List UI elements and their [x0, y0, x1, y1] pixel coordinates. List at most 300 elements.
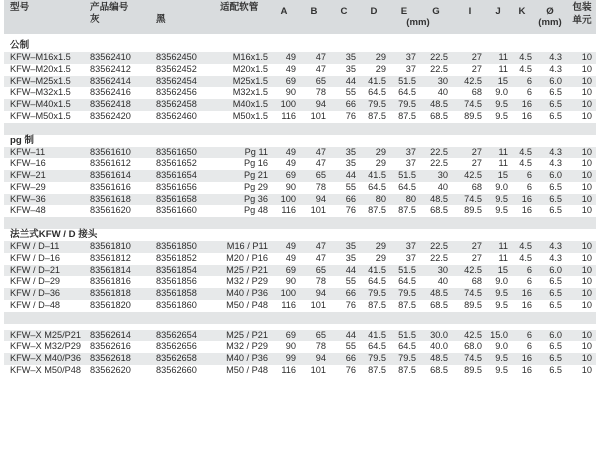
cell-b: 47 — [315, 63, 326, 74]
section-title — [4, 40, 596, 52]
cell-e: 37 — [405, 252, 416, 263]
cell-e: 51.5 — [398, 75, 416, 86]
table-row — [4, 253, 596, 265]
cell-j: 9.5 — [495, 205, 508, 216]
cell-i: 74.5 — [464, 193, 482, 204]
cell-g: 22.5 — [430, 146, 448, 157]
cell-black: 83561660 — [156, 205, 197, 216]
cell-b: 65 — [315, 75, 326, 86]
cell-j: 9.0 — [495, 87, 508, 98]
cell-hose: M40 / P36 — [226, 288, 268, 298]
cell-k: 4.5 — [519, 241, 532, 251]
cell-g: 40 — [437, 276, 448, 287]
cell-hose: M25 / P21 — [226, 329, 268, 340]
cell-o: 6.0 — [549, 170, 562, 180]
cell-j: 9.0 — [495, 341, 508, 352]
cell-e: 80 — [405, 193, 416, 204]
cell-d: 29 — [375, 52, 386, 62]
cell-model: KFW / D–16 — [10, 252, 61, 263]
header-black: 黑 — [156, 14, 166, 25]
cell-a: 116 — [281, 110, 296, 121]
cell-c: 76 — [345, 299, 356, 310]
cell-g: 22.5 — [430, 158, 448, 169]
cell-e: 51.5 — [398, 264, 416, 275]
header-o: Ø — [546, 6, 554, 17]
cell-g: 22.5 — [430, 63, 448, 74]
cell-black: 83562654 — [156, 329, 197, 340]
cell-e: 37 — [405, 63, 416, 74]
cell-hose: M50 / P48 — [226, 299, 268, 310]
table-row — [4, 365, 596, 377]
cell-pack: 10 — [581, 75, 592, 86]
table-row — [4, 52, 596, 64]
cell-pack: 10 — [581, 299, 592, 310]
cell-k: 16 — [521, 110, 532, 121]
cell-a: 69 — [285, 170, 296, 180]
cell-g: 68.5 — [430, 110, 448, 121]
cell-pack: 10 — [581, 264, 592, 275]
cell-a: 49 — [285, 252, 296, 263]
cell-c: 66 — [345, 99, 356, 109]
cell-b: 47 — [315, 252, 326, 263]
cell-o: 4.3 — [549, 146, 562, 157]
table-row — [4, 288, 596, 300]
cell-pack: 10 — [581, 63, 592, 74]
cell-c: 66 — [345, 288, 356, 298]
cell-model: KFW–21 — [10, 170, 46, 180]
cell-pack: 10 — [581, 241, 592, 251]
cell-grey: 83561814 — [90, 264, 131, 275]
cell-black: 83561854 — [156, 264, 197, 275]
cell-pack: 10 — [581, 146, 592, 157]
cell-model: KFW / D–36 — [10, 288, 61, 298]
cell-o: 4.3 — [549, 252, 562, 263]
cell-black: 83561650 — [156, 146, 197, 157]
cell-i: 42.5 — [464, 329, 482, 340]
cell-hose: Pg 48 — [243, 205, 268, 216]
cell-b: 94 — [315, 99, 326, 109]
cell-g: 30 — [437, 264, 448, 275]
cell-b: 47 — [315, 52, 326, 62]
cell-black: 83562660 — [156, 364, 197, 375]
cell-i: 89.5 — [464, 110, 482, 121]
cell-c: 35 — [345, 252, 356, 263]
cell-b: 78 — [315, 341, 326, 352]
cell-b: 101 — [310, 205, 326, 216]
cell-pack: 10 — [581, 353, 592, 363]
header-c: C — [340, 6, 348, 17]
cell-model: KFW–X M50/P48 — [10, 364, 81, 375]
cell-a: 69 — [285, 75, 296, 86]
header-o-unit: (mm) — [538, 17, 562, 28]
cell-g: 48.5 — [430, 99, 448, 109]
cell-d: 29 — [375, 158, 386, 169]
section-gap — [4, 217, 596, 229]
cell-grey: 83562616 — [90, 341, 131, 352]
cell-e: 64.5 — [398, 276, 416, 287]
cell-k: 4.5 — [519, 252, 532, 263]
cell-i: 68 — [471, 87, 482, 98]
cell-g: 40.0 — [430, 341, 448, 352]
cell-g: 30 — [437, 75, 448, 86]
cell-i: 89.5 — [464, 364, 482, 375]
cell-model: KFW / D–29 — [10, 276, 61, 287]
cell-b: 101 — [310, 110, 326, 121]
cell-e: 64.5 — [398, 341, 416, 352]
cell-k: 4.5 — [519, 52, 532, 62]
cell-grey: 83561620 — [90, 205, 131, 216]
cell-e: 87.5 — [398, 110, 416, 121]
table-row — [4, 111, 596, 123]
cell-pack: 10 — [581, 99, 592, 109]
cell-model: KFW–M20x1.5 — [10, 63, 71, 74]
table-row — [4, 182, 596, 194]
cell-i: 27 — [471, 52, 482, 62]
cell-o: 4.3 — [549, 52, 562, 62]
cell-c: 76 — [345, 110, 356, 121]
cell-e: 37 — [405, 146, 416, 157]
cell-k: 16 — [521, 353, 532, 363]
cell-d: 41.5 — [368, 264, 386, 275]
cell-i: 74.5 — [464, 353, 482, 363]
cell-b: 47 — [315, 241, 326, 251]
header-product-code: 产品编号 — [90, 2, 129, 13]
section-title — [4, 135, 596, 147]
cell-d: 29 — [375, 252, 386, 263]
cell-hose: Pg 11 — [244, 146, 268, 157]
cell-pack: 10 — [581, 329, 592, 340]
cell-o: 6.5 — [549, 87, 562, 98]
table-row — [4, 330, 596, 342]
cell-i: 68 — [471, 181, 482, 192]
cell-i: 42.5 — [464, 75, 482, 86]
cell-grey: 83561816 — [90, 276, 131, 287]
cell-c: 35 — [345, 158, 356, 169]
header-a: A — [280, 6, 288, 17]
cell-model: KFW / D–21 — [10, 264, 61, 275]
cell-hose: M16x1.5 — [232, 52, 268, 62]
cell-e: 64.5 — [398, 181, 416, 192]
cell-k: 16 — [521, 299, 532, 310]
cell-c: 35 — [345, 146, 356, 157]
cell-e: 79.5 — [398, 353, 416, 363]
cell-d: 41.5 — [368, 75, 386, 86]
cell-black: 83561656 — [156, 181, 197, 192]
cell-i: 89.5 — [464, 299, 482, 310]
table-row — [4, 64, 596, 76]
cell-model: KFW / D–48 — [10, 299, 61, 310]
cell-e: 51.5 — [398, 329, 416, 340]
cell-grey: 83561820 — [90, 299, 131, 310]
table-header — [4, 0, 596, 34]
cell-pack: 10 — [581, 181, 592, 192]
cell-d: 41.5 — [368, 170, 386, 180]
cell-d: 29 — [375, 241, 386, 251]
cell-j: 9.5 — [495, 193, 508, 204]
header-pack-line2: 单元 — [572, 15, 592, 26]
cell-black: 83561858 — [156, 288, 197, 298]
cell-o: 4.3 — [549, 241, 562, 251]
cell-a: 116 — [281, 299, 296, 310]
table-row — [4, 300, 596, 312]
table-row — [4, 147, 596, 159]
cell-model: KFW–X M40/P36 — [10, 353, 81, 363]
cell-model: KFW–X M32/P29 — [10, 341, 81, 352]
cell-hose: M32x1.5 — [232, 87, 268, 98]
cell-k: 6 — [526, 181, 532, 192]
cell-b: 65 — [315, 264, 326, 275]
cell-pack: 10 — [581, 276, 592, 287]
cell-hose: M40x1.5 — [232, 99, 268, 109]
cell-i: 27 — [471, 158, 482, 169]
cell-e: 37 — [405, 52, 416, 62]
cell-hose: M25x1.5 — [232, 75, 268, 86]
cell-hose: Pg 16 — [243, 158, 268, 169]
cell-pack: 10 — [581, 87, 592, 98]
cell-d: 87.5 — [368, 299, 386, 310]
cell-g: 48.5 — [430, 193, 448, 204]
cell-b: 78 — [315, 87, 326, 98]
table-row — [4, 265, 596, 277]
cell-c: 55 — [345, 181, 356, 192]
cell-grey: 83562416 — [90, 87, 131, 98]
cell-hose: Pg 21 — [243, 170, 268, 180]
cell-e: 87.5 — [398, 299, 416, 310]
cell-grey: 83561618 — [90, 193, 131, 204]
cell-model: KFW–16 — [10, 158, 46, 169]
header-grey: 灰 — [90, 14, 100, 25]
cell-black: 83562656 — [156, 341, 197, 352]
section-title-text: 法兰式KFW / D 接头 — [10, 229, 98, 240]
cell-grey: 83562414 — [90, 75, 131, 86]
cell-d: 41.5 — [368, 329, 386, 340]
cell-a: 49 — [285, 158, 296, 169]
cell-b: 78 — [315, 276, 326, 287]
cell-b: 101 — [310, 364, 326, 375]
cell-g: 68.5 — [430, 205, 448, 216]
cell-g: 22.5 — [430, 241, 448, 251]
table-row — [4, 276, 596, 288]
cell-k: 6 — [526, 170, 532, 180]
cell-pack: 10 — [581, 193, 592, 204]
cell-o: 6.5 — [549, 99, 562, 109]
cell-j: 11 — [498, 241, 508, 251]
cell-b: 47 — [315, 146, 326, 157]
cell-grey: 83562418 — [90, 99, 131, 109]
cell-hose: M32 / P29 — [226, 276, 268, 287]
cell-black: 83562456 — [156, 87, 197, 98]
cell-e: 87.5 — [398, 205, 416, 216]
cell-k: 4.5 — [519, 158, 532, 169]
cell-j: 15.0 — [490, 329, 508, 340]
cell-a: 49 — [285, 241, 296, 251]
cell-grey: 83561818 — [90, 288, 131, 298]
cell-i: 27 — [471, 252, 482, 263]
table-row — [4, 353, 596, 365]
table-body — [4, 40, 596, 377]
cell-k: 6 — [526, 341, 532, 352]
cell-g: 30.0 — [430, 329, 448, 340]
cell-i: 68 — [471, 276, 482, 287]
cell-model: KFW–29 — [10, 181, 46, 192]
cell-d: 64.5 — [368, 87, 386, 98]
cell-o: 6.5 — [549, 353, 562, 363]
cell-a: 69 — [285, 264, 296, 275]
cell-pack: 10 — [581, 52, 592, 62]
cell-k: 16 — [521, 193, 532, 204]
cell-a: 100 — [280, 193, 296, 204]
cell-c: 44 — [345, 329, 356, 340]
cell-a: 90 — [285, 87, 296, 98]
header-g: G — [432, 6, 440, 17]
section-gap — [4, 123, 596, 135]
cell-black: 83561658 — [156, 193, 197, 204]
cell-grey: 83562618 — [90, 353, 131, 363]
cell-b: 101 — [310, 299, 326, 310]
table-row — [4, 194, 596, 206]
cell-i: 42.5 — [464, 264, 482, 275]
cell-o: 6.0 — [549, 75, 562, 86]
cell-a: 69 — [285, 329, 296, 340]
cell-grey: 83561812 — [90, 252, 131, 263]
cell-k: 16 — [521, 288, 532, 298]
cell-hose: Pg 36 — [243, 193, 268, 204]
cell-model: KFW–M50x1.5 — [10, 110, 71, 121]
cell-e: 37 — [405, 241, 416, 251]
cell-c: 35 — [345, 63, 356, 74]
cell-j: 15 — [497, 75, 508, 86]
cell-c: 35 — [345, 241, 356, 251]
cell-a: 49 — [285, 52, 296, 62]
cell-o: 6.5 — [549, 341, 562, 352]
cell-g: 40 — [437, 87, 448, 98]
cell-o: 6.5 — [549, 276, 562, 287]
header-model: 型号 — [10, 2, 30, 13]
cell-b: 94 — [315, 288, 326, 298]
cell-j: 9.5 — [495, 299, 508, 310]
cell-e: 87.5 — [398, 364, 416, 375]
cell-hose: M20 / P16 — [226, 252, 268, 263]
cell-grey: 83562410 — [90, 52, 131, 62]
cell-i: 42.5 — [464, 170, 482, 180]
header-k: K — [518, 6, 526, 17]
cell-a: 100 — [280, 99, 296, 109]
cell-c: 55 — [345, 87, 356, 98]
cell-hose: Pg 29 — [243, 181, 268, 192]
cell-i: 68.0 — [464, 341, 482, 352]
cell-g: 22.5 — [430, 52, 448, 62]
cell-k: 6 — [526, 329, 532, 340]
cell-d: 87.5 — [368, 110, 386, 121]
table-row — [4, 99, 596, 111]
cell-black: 83561856 — [156, 276, 197, 287]
table-row — [4, 158, 596, 170]
cell-d: 64.5 — [368, 276, 386, 287]
cell-o: 4.3 — [549, 63, 562, 74]
cell-c: 66 — [345, 353, 356, 363]
cell-a: 100 — [280, 288, 296, 298]
cell-c: 76 — [345, 205, 356, 216]
cell-grey: 83562614 — [90, 329, 131, 340]
section-gap — [4, 312, 596, 324]
cell-black: 83562454 — [156, 75, 197, 86]
cell-a: 49 — [285, 146, 296, 157]
cell-grey: 83561612 — [90, 158, 131, 169]
cell-e: 64.5 — [398, 87, 416, 98]
cell-d: 64.5 — [368, 181, 386, 192]
cell-o: 6.5 — [549, 205, 562, 216]
cell-model: KFW–M25x1.5 — [10, 75, 71, 86]
cell-j: 9.5 — [495, 364, 508, 375]
cell-hose: M40 / P36 — [226, 353, 268, 363]
cell-model: KFW–48 — [10, 205, 46, 216]
cell-j: 11 — [498, 63, 508, 74]
cell-pack: 10 — [581, 364, 592, 375]
cell-black: 83561860 — [156, 299, 197, 310]
cell-b: 65 — [315, 170, 326, 180]
cell-k: 6 — [526, 264, 532, 275]
cell-o: 6.0 — [549, 329, 562, 340]
cell-g: 68.5 — [430, 299, 448, 310]
cell-g: 48.5 — [430, 353, 448, 363]
cell-d: 29 — [375, 146, 386, 157]
cell-e: 37 — [405, 158, 416, 169]
cell-model: KFW–M32x1.5 — [10, 87, 71, 98]
cell-c: 44 — [345, 264, 356, 275]
cell-i: 27 — [471, 146, 482, 157]
cell-b: 65 — [315, 329, 326, 340]
cell-model: KFW–M40x1.5 — [10, 99, 71, 109]
header-b: B — [310, 6, 318, 17]
cell-hose: M25 / P21 — [226, 264, 268, 275]
cell-black: 83561850 — [156, 241, 197, 251]
cell-black: 83562452 — [156, 63, 197, 74]
cell-model: KFW–X M25/P21 — [10, 329, 81, 340]
cell-c: 55 — [345, 341, 356, 352]
cell-grey: 83562420 — [90, 110, 131, 121]
cell-hose: M50x1.5 — [232, 110, 268, 121]
section-title — [4, 229, 596, 241]
cell-b: 94 — [315, 193, 326, 204]
cell-o: 4.3 — [549, 158, 562, 169]
table-row — [4, 170, 596, 182]
cell-grey: 83561616 — [90, 181, 131, 192]
cell-model: KFW–M16x1.5 — [10, 52, 71, 62]
cell-hose: M16 / P11 — [226, 241, 268, 251]
cell-e: 79.5 — [398, 99, 416, 109]
cell-e: 51.5 — [398, 170, 416, 180]
cell-pack: 10 — [581, 170, 592, 180]
cell-j: 11 — [498, 252, 508, 263]
cell-o: 6.5 — [549, 288, 562, 298]
cell-c: 55 — [345, 276, 356, 287]
cell-g: 40 — [437, 181, 448, 192]
cell-d: 80 — [375, 193, 386, 204]
cell-pack: 10 — [581, 158, 592, 169]
cell-e: 79.5 — [398, 288, 416, 298]
cell-j: 9.5 — [495, 99, 508, 109]
cell-k: 6 — [526, 75, 532, 86]
cell-grey: 83562412 — [90, 63, 131, 74]
cell-o: 6.5 — [549, 299, 562, 310]
cell-k: 6 — [526, 276, 532, 287]
cell-k: 6 — [526, 87, 532, 98]
cell-black: 83562658 — [156, 353, 197, 363]
header-j: J — [495, 6, 501, 17]
header-d: D — [370, 6, 378, 17]
cell-a: 90 — [285, 341, 296, 352]
cell-b: 94 — [315, 353, 326, 363]
